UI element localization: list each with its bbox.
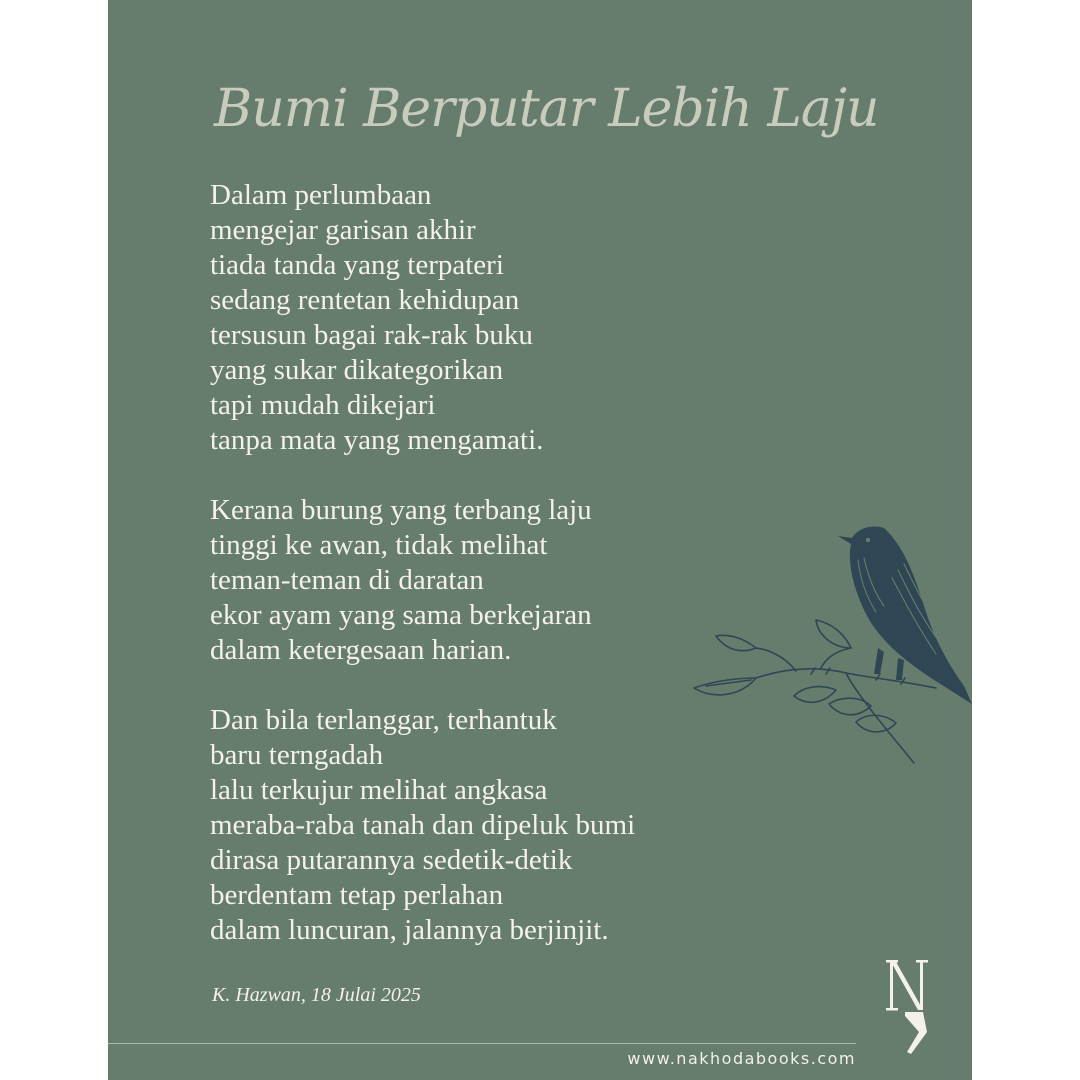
poem-line: dalam luncuran, jalannya berjinjit. bbox=[210, 914, 609, 946]
poem-line: Dan bila terlanggar, terhantuk bbox=[210, 704, 557, 736]
footer-divider bbox=[108, 1043, 856, 1044]
poem-line: tapi mudah dikejari bbox=[210, 389, 436, 421]
poem-line: meraba-raba tanah dan dipeluk bumi bbox=[210, 809, 636, 841]
poem-line: tersusun bagai rak-rak buku bbox=[210, 319, 533, 351]
poem-line: teman-teman di daratan bbox=[210, 564, 484, 596]
poem-signature: K. Hazwan, 18 Julai 2025 bbox=[212, 984, 421, 1006]
poem-line: tanpa mata yang mengamati. bbox=[210, 424, 544, 456]
poem-title: Bumi Berputar Lebih Laju bbox=[214, 79, 879, 139]
poem-line: lalu terkujur melihat angkasa bbox=[210, 774, 548, 806]
poem-line: ekor ayam yang sama berkejaran bbox=[210, 599, 592, 631]
poem-line: Dalam perlumbaan bbox=[210, 179, 432, 211]
poem-line: mengejar garisan akhir bbox=[210, 214, 476, 246]
poem-line: dalam ketergesaan harian. bbox=[210, 634, 512, 666]
poem-line: tiada tanda yang terpateri bbox=[210, 249, 504, 281]
poem-line: tinggi ke awan, tidak melihat bbox=[210, 529, 548, 561]
poem-line: sedang rentetan kehidupan bbox=[210, 284, 520, 316]
bird-on-branch-icon bbox=[646, 508, 972, 770]
poem-line: baru terngadah bbox=[210, 739, 384, 771]
poem-line: dirasa putarannya sedetik-detik bbox=[210, 844, 573, 876]
stanza-1 bbox=[210, 178, 770, 458]
website-url: www.nakhodabooks.com bbox=[627, 1049, 856, 1068]
poem-card bbox=[108, 0, 972, 1080]
poem-line: Kerana burung yang terbang laju bbox=[210, 494, 592, 526]
poem-line: berdentam tetap perlahan bbox=[210, 879, 504, 911]
poem-line: yang sukar dikategorikan bbox=[210, 354, 504, 386]
nakhoda-n-logo-icon bbox=[883, 958, 931, 1056]
